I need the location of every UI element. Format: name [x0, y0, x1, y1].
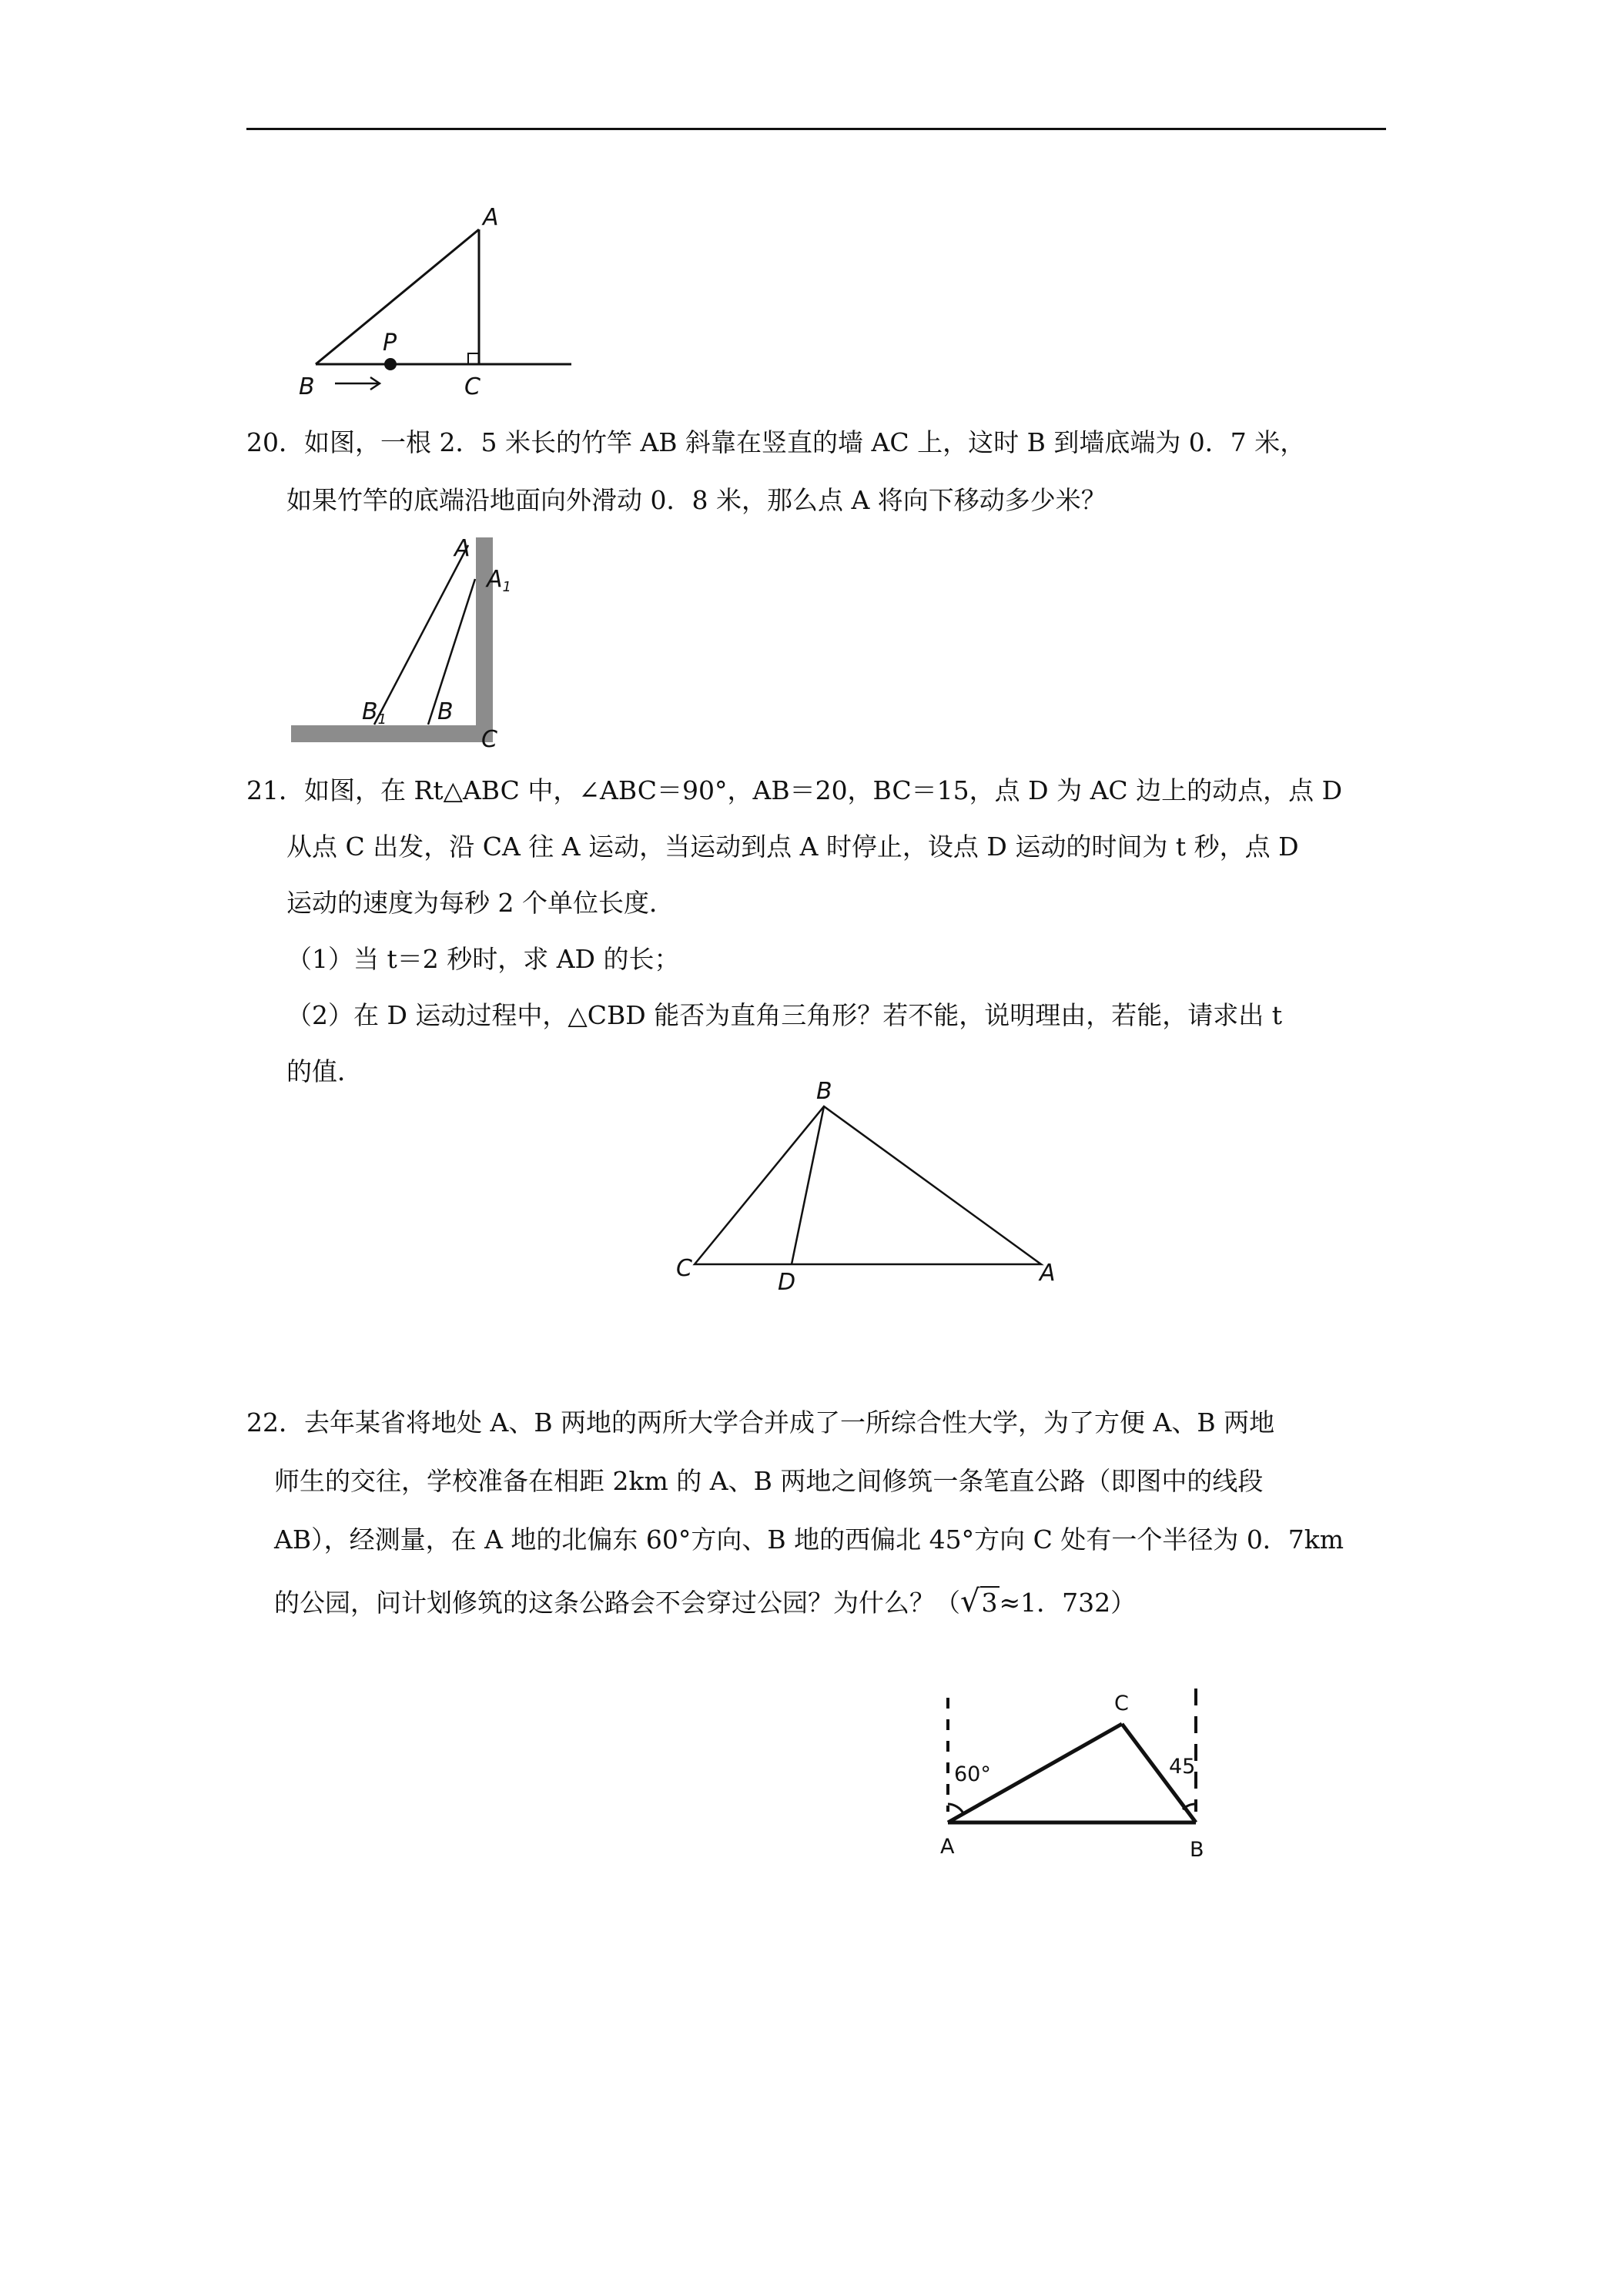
label-b1: $B_1$: [362, 698, 387, 728]
segment-ab: [316, 229, 479, 364]
q22-line-3: AB），经测量，在 A 地的北偏东 60°方向、B 地的西偏北 45°方向 C 处有一个半径为 0．7km: [274, 1525, 1344, 1555]
q22-line-1: 22．去年某省将地处 A、B 两地的两所大学合并成了一所综合性大学，为了方便 A、B 两地: [246, 1407, 1275, 1438]
q20-line-2: 如果竹竿的底端沿地面向外滑动 0．8 米，那么点 A 将向下移动多少米？: [286, 485, 1107, 515]
q21-sub-1: （1）当 t＝2 秒时，求 AD 的长；: [286, 944, 680, 974]
q22-line-2: 师生的交往，学校准备在相距 2km 的 A、B 两地之间修筑一条笔直公路（即图中的线段: [274, 1466, 1264, 1496]
segment-bd: [792, 1106, 824, 1264]
label-angle-45: 45: [1169, 1755, 1196, 1779]
point-p: [384, 358, 397, 370]
label-c: C: [1114, 1692, 1129, 1715]
triangle-cba: [695, 1106, 1041, 1264]
q21-line-1: 21．如图，在 Rt△ABC 中，∠ABC＝90°，AB＝20，BC＝15，点 D 为 AC 边上的动点，点 D: [246, 775, 1343, 805]
bamboo-b1a1: [374, 545, 468, 725]
q21-sub-2: （2）在 D 运动过程中，△CBD 能否为直角三角形？若不能，说明理由，若能，请求出 t: [286, 1000, 1283, 1030]
label-b: B: [299, 373, 315, 400]
label-a: A: [483, 204, 499, 231]
q20-line-1: 20．如图，一根 2．5 米长的竹竿 AB 斜靠在竖直的墙 AC 上，这时 B 到墙底端为 0．7 米，: [246, 427, 1306, 457]
label-a: A: [940, 1835, 955, 1859]
q21-sub-2b: 的值．: [286, 1056, 363, 1086]
q21-line-3: 运动的速度为每秒 2 个单位长度．: [286, 888, 675, 918]
q22-line-4: [274, 1586, 1136, 1618]
label-c: C: [676, 1255, 692, 1282]
label-d: D: [778, 1269, 796, 1296]
label-a: A: [1040, 1260, 1056, 1287]
label-b: B: [437, 698, 454, 725]
figure-moving-point: [293, 200, 585, 400]
figure-triangle-cba: [662, 1074, 1078, 1297]
label-c: C: [464, 373, 481, 400]
sqrt-symbol: √: [960, 1584, 980, 1619]
sqrt-radicand: 3: [981, 1588, 998, 1618]
label-b: B: [816, 1078, 832, 1105]
figure-ladder: [285, 531, 516, 755]
q21-line-2: 从点 C 出发，沿 CA 往 A 运动，当运动到点 A 时停止，设点 D 运动的时间为 t 秒，点 D: [286, 832, 1299, 862]
q22-line-4-post: ≈1．732）: [999, 1588, 1137, 1618]
label-c: C: [481, 726, 497, 753]
angle-arc-a: [948, 1804, 963, 1813]
label-a: A: [454, 535, 470, 562]
header-rule: [246, 128, 1386, 130]
figure-park-road: [928, 1682, 1236, 1867]
right-angle-mark: [468, 353, 479, 364]
ground: [291, 725, 493, 742]
label-angle-60: 60°: [954, 1762, 991, 1786]
label-a1: $A_1$: [487, 566, 511, 595]
label-b: B: [1190, 1838, 1204, 1862]
label-p: P: [383, 330, 397, 356]
q22-line-4-pre: 的公园，问计划修筑的这条公路会不会穿过公园？为什么？（: [274, 1588, 960, 1618]
